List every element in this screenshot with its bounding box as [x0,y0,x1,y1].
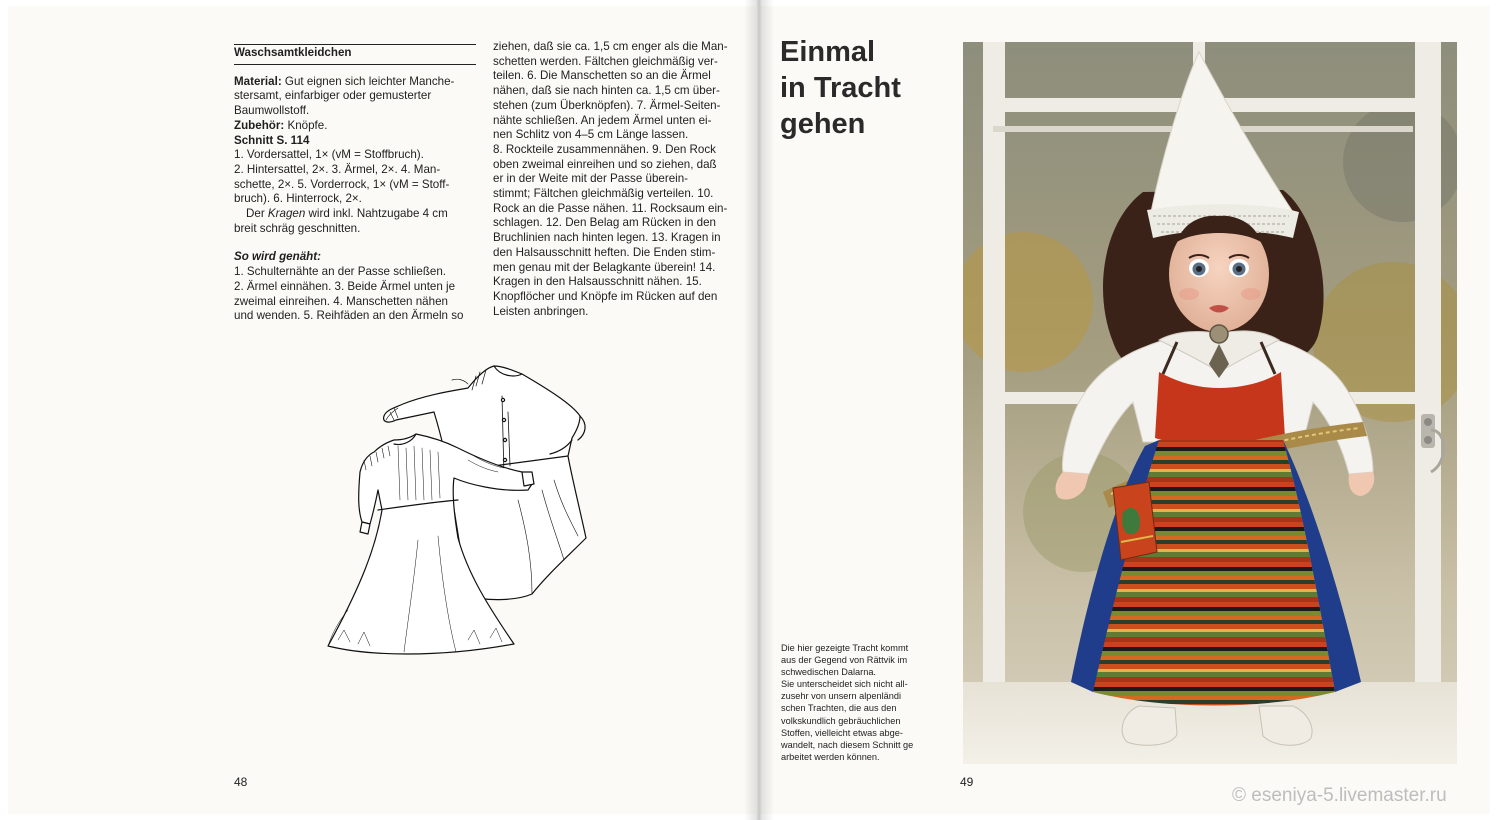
caption-line: schen Trachten, die aus den [781,703,897,714]
caption-line: aus der Gegend von Rättvik im [781,655,908,666]
page-number-right: 49 [960,775,974,789]
col2-line: 8. Rockteile zusammennähen. 9. Den Rock [493,142,716,156]
instructions-column-1 [234,44,476,324]
material-line-2: stersamt, einfarbiger oder gemusterter [234,89,432,103]
col2-line: oben zweimal einreihen und so ziehen, daß [493,157,717,171]
caption-line: arbeitet werden können. [781,751,880,762]
col2-line: nähte schließen. An jedem Ärmel unten ei- [493,113,712,127]
zubehoer-line: Zubehör: Knöpfe. [234,118,328,132]
col2-line: nen Schlitz von 4–5 cm Länge lassen. [493,128,689,142]
headline [780,34,901,142]
parts-line-2: 2. Hintersattel, 2×. 3. Ärmel, 2×. 4. Man- [234,162,441,176]
kragen-line-2: breit schräg geschnitten. [234,221,361,235]
headline-line-1: Einmal [780,36,876,68]
caption-line: Die hier gezeigte Tracht kommt [781,643,909,653]
col2-line: nähen, daß sie nach hinten ca. 1,5 cm über- [493,84,720,98]
steps-line-3: zweimal einreihen. 4. Manschetten nähen [234,294,448,308]
col2-line: er in der Weite mit der Passe überein- [493,172,689,186]
col2-line: Rock an die Passe nähen. 11. Rocksaum ein- [493,201,728,215]
caption-line: volkskundlich gebräuchlichen [781,715,901,726]
parts-line-1: 1. Vordersattel, 1× (vM = Stoffbruch). [234,148,424,162]
book-gutter [744,0,774,820]
doll-photo [963,42,1457,764]
page-number-left: 48 [234,775,248,789]
col2-line: Knopflöcher und Knöpfe im Rücken auf den [493,289,718,303]
parts-line-4: bruch). 6. Hinterrock, 2×. [234,192,362,206]
steps-line-1: 1. Schulternähte an der Passe schließen. [234,265,447,279]
sewing-subtitle: So wird genäht: [234,250,321,264]
parts-line-3: schette, 2×. 5. Vorderrock, 1× (vM = Stoff- [234,177,450,191]
caption-line: wandelt, nach diesem Schnitt ge [781,739,914,750]
col2-line: Leisten anbringen. [493,304,589,318]
instructions-column-2 [493,40,739,319]
col2-line: schlagen. 12. Den Belag am Rücken in den [493,216,716,230]
caption-line: Stoffen, vielleicht etwas abge- [781,727,903,738]
steps-line-4: und wenden. 5. Reihfäden an den Ärmeln so [234,309,464,323]
col2-line: stimmt; Fältchen gleichmäßig verteilen. 10. [493,187,714,201]
col2-line: teilen. 6. Die Manschetten so an die Ärmel [493,69,711,83]
section-title: Waschsamtkleidchen [234,44,476,65]
watermark: © eseniya-5.livemaster.ru [1232,785,1447,806]
caption-line: zusehr von unsern alpenländi [781,691,902,702]
dress-line-drawing [318,360,634,662]
material-line-1: Material: Gut eignen sich leichter Manche- [234,74,455,88]
headline-line-3: gehen [780,108,866,140]
col2-line: men genau mit der Belagkante überein! 14. [493,260,716,274]
photo-caption [781,642,951,763]
col2-line: den Halsausschnitt heften. Die Enden stim- [493,245,716,259]
col2-line: Kragen in den Halsausschnitt nähen. 15. [493,275,702,289]
spacer [234,236,476,250]
col2-line: ziehen, daß sie ca. 1,5 cm enger als die Man- [493,40,728,53]
headline-line-2: in Tracht [780,72,901,104]
caption-line: Sie unterscheidet sich nicht all- [781,679,908,690]
caption-line: schwedischen Dalarna. [781,667,876,678]
steps-line-2: 2. Ärmel einnähen. 3. Beide Ärmel unten je [234,279,456,293]
material-line-3: Baumwollstoff. [234,104,310,118]
col2-line: schetten werden. Fältchen gleichmäßig ver- [493,54,718,68]
col2-line: Bruchlinien nach hinten legen. 13. Kragen in [493,231,721,245]
col2-line: stehen (zum Überknöpfen). 7. Ärmel-Seiten- [493,98,721,112]
schnitt-reference: Schnitt S. 114 [234,133,310,147]
kragen-line-1: Der Kragen wird inkl. Nahtzugabe 4 cm [246,207,448,221]
